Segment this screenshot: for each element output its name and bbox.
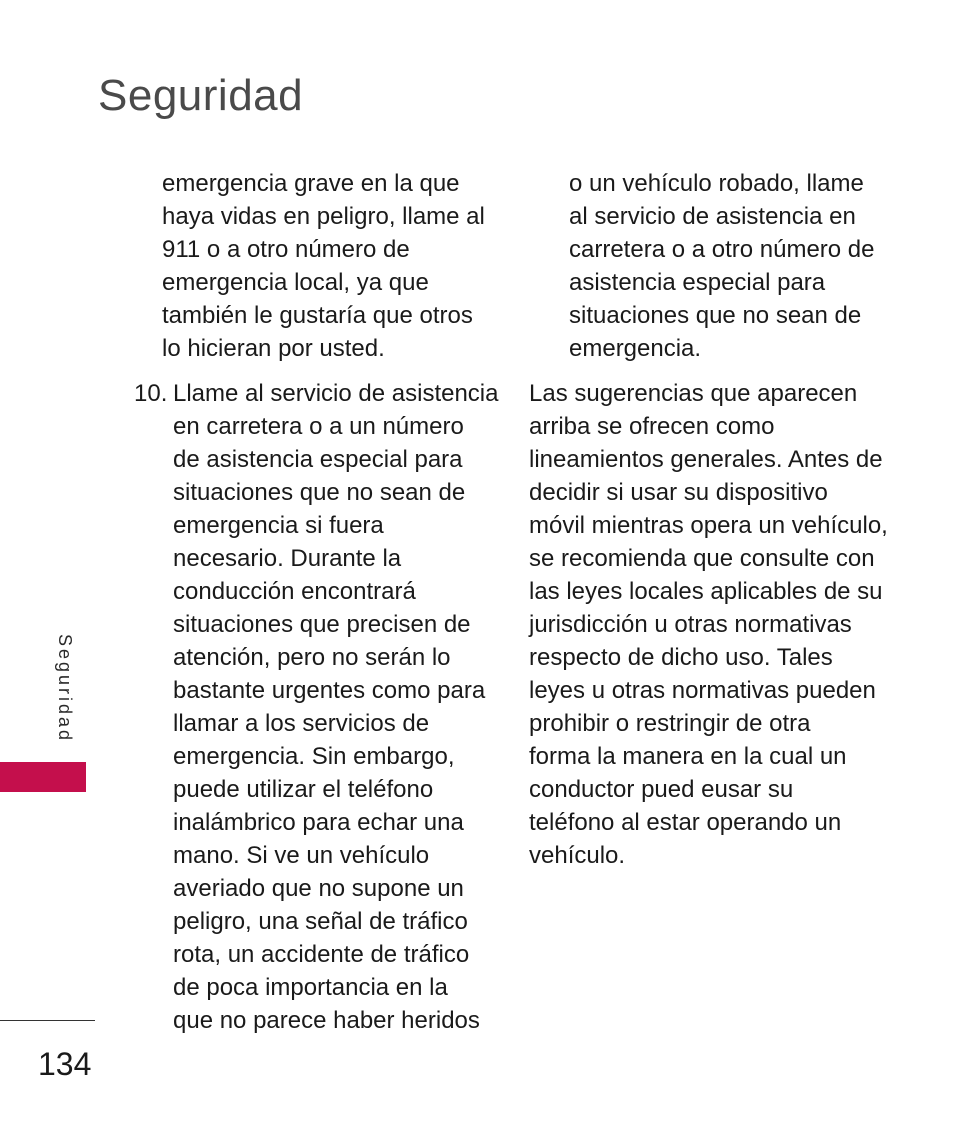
right-body-paragraph: Las sugerencias que aparecen arriba se ofrecen como lineamientos generales. Antes de decidir si usar su dispositivo móvil mientras opera un vehículo, se recomienda que consulte con las leyes locales aplicables de su jurisdicción u otras normativas respecto de dicho uso. Tales leyes u otras normativas pueden prohibir o restringir de otra forma la manera en la cual un conductor pued eusar su teléfono al estar operando un vehículo. [529,380,888,869]
left-continuation-paragraph: emergencia grave en la que haya vidas en peligro, llame al 911 o a otro número de emergencia local, ya que también le gustaría que otros lo hicieran por usted. [162,170,485,362]
left-column [134,167,504,1037]
side-tab-label: Seguridad [55,634,75,744]
footer-divider [0,1020,95,1021]
list-item-text: Llame al servicio de asistencia en carretera o a un número de asistencia especial para situaciones que no sean de emergencia si fuera necesario. Durante la conducción encontrará situaciones que precisen de atención, pero no serán lo bastante urgentes como para llamar a los servicios de emergencia. Sin embargo, puede utilizar el teléfono inalámbrico para echar una mano. Si ve un vehículo averiado que no supone un peligro, una señal de tráfico rota, un accidente de tráfico de poca importancia en la que no parece haber heridos [173,380,499,1034]
right-continuation-paragraph: o un vehículo robado, llame al servicio de asistencia en carretera o a otro número de asistencia especial para situaciones que no sean de emergencia. [569,170,875,362]
page-number: 134 [38,1046,92,1082]
side-tab-marker [0,762,86,792]
page-title: Seguridad [98,71,304,120]
right-column [529,167,909,872]
list-item-10 [134,377,504,1037]
list-item-number: 10. [134,380,168,407]
